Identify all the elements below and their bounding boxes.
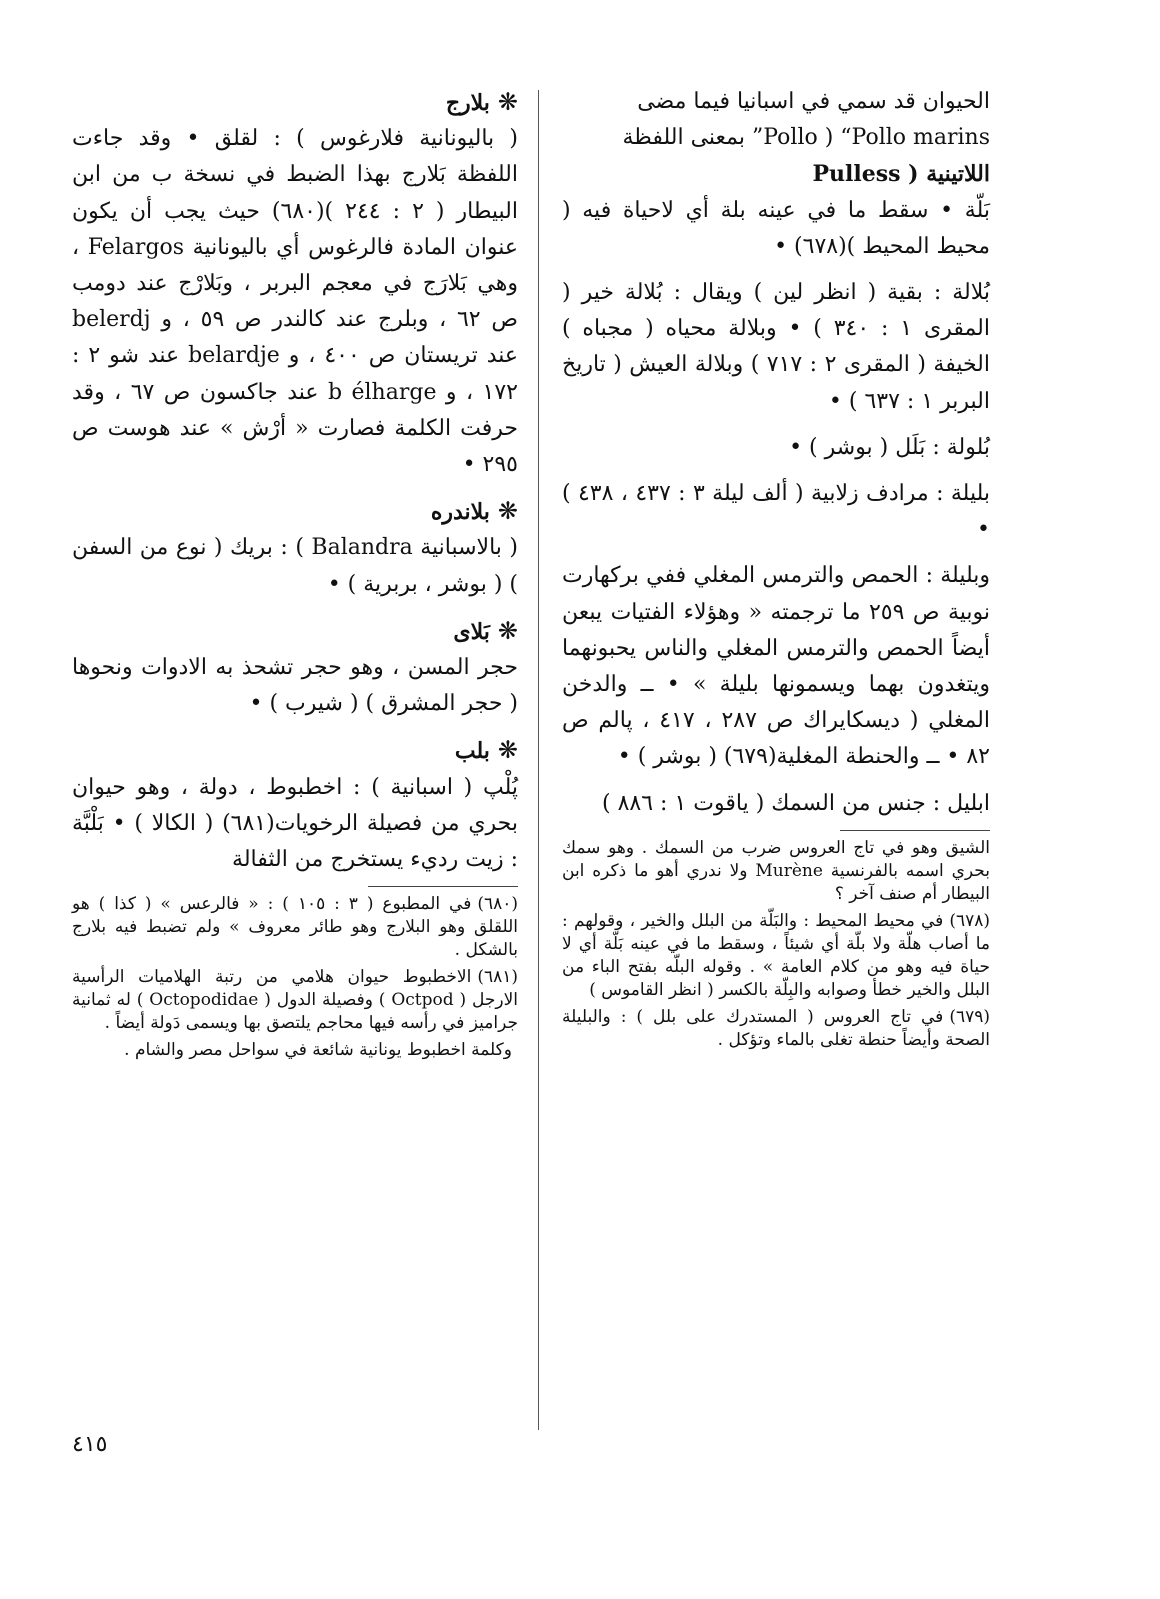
footnote [562, 910, 990, 1002]
footnote-text: في المطبوع ( ٣ : ١٠٥ ) : « فالرعس » ( كذا ) هو اللقلق وهو البلارج وهو طائر معروف » ولم تضبط فيه بلارج بالشكل . [72, 894, 518, 961]
entry-title: بلارج [445, 90, 490, 116]
footnote-number: (٦٧٩) [949, 1006, 990, 1027]
entry-title: بلاندره [430, 499, 490, 526]
paragraph: بُلولة : بَلَل ( بوشر ) • [789, 434, 990, 460]
paragraph: اللاتينية ( Pulless [812, 161, 990, 188]
paragraph: Pollo ) “Pollo marins” بمعنى اللفظة [622, 125, 990, 151]
footnote-text: في محيط المحيط : والبَلّة من البلل والخير ، وقولهم : ما أصاب هلّة ولا بلّة أي شيئاً ، وسقط ما في عينه بَلّة أي لا حياة فيه وهو من كلام العامة » . وقوله البلّه بفتح الباء من البلل والخير خطأ وصوابه والبِلّة بالكسر ( انظر القاموس ) [562, 910, 990, 1000]
page-number: ٤١٥ [72, 1432, 108, 1457]
star-icon: ❋ [497, 616, 518, 645]
footnote-continuation: الشيق وهو في تاج العروس ضرب من السمك . وهو سمك بحري اسمه بالفرنسية Murène ولا ندري أهو ما ذكره ابن البيطار أم صنف آخر ؟ [562, 837, 990, 904]
paragraph: وبليلة : الحمص والترمس المغلي ففي بركهارت نوبية ص ٢٥٩ ما ترجمته « وهؤلاء الفتيات يبعن أيضاً الحمص والترمس المغلي والناس يحبونهما ويتغدون بهما ويسمونها بليلة » • ــ والدخن المغلي ( ديسكايراك ص ٢٨٧ ، ٤١٧ ، پالم ص ٨٢ • ــ والحنطة المغلية(٦٧٩) ( بوشر ) • [562, 563, 990, 770]
entry-body: ( بالاسبانية Balandra ) : بريك ( نوع من السفن ) ( بوشر ، بربرية ) • [72, 535, 519, 597]
entry-heading [72, 493, 518, 530]
footnote-number: (٦٨٠) [477, 894, 519, 915]
entry-heading [72, 613, 518, 650]
footnote-number: (٦٨١) [477, 967, 518, 988]
entry [72, 493, 518, 603]
footnote-text: في تاج العروس ( المستدرك على بلل ) : والبليلة الصحة وأيضاً حنطة تغلى بالماء وتؤكل . [562, 1006, 990, 1050]
entry-body: حجر المسن ، وهو حجر تشحذ به الادوات ونحوها ( حجر المشرق ) ( شيرب ) • [72, 655, 518, 717]
footnote [72, 966, 518, 1035]
entry-heading [72, 84, 518, 121]
star-icon: ❋ [497, 497, 518, 526]
star-icon: ❋ [497, 736, 518, 765]
entry-body: ( باليونانية فلارغوس ) : لقلق • وقد جاءت اللفظة بَلارج بهذا الضبط في نسخة ب من ابن البيطار ( ٢ : ٢٤٤ )(٦٨٠) حيث يجب أن يكون عنوان المادة فالرغوس أي باليونانية Felargos ، وهي بَلارَج في معجم البربر ، وبَلارْج عند دومب ص ٦٢ ، وبلرج عند كالندر ص ٥٩ ، و belerdj عند تريستان ص ٤٠٠ ، و belardje عند شو ٢ : ١٧٢ ، و b élharge عند جاكسون ص ٦٧ ، وقد حرفت الكلمة فصارت « أرْش » عند هوست ص ٢٩٥ • [72, 126, 519, 478]
footnote-text: وكلمة اخطبوط يونانية شائعة في سواحل مصر والشام . [124, 1040, 512, 1061]
entry-title: بلب [454, 738, 490, 765]
footnote [72, 1039, 518, 1062]
paragraph: الحيوان قد سمي في اسبانيا فيما مضى [637, 89, 990, 114]
entry-title: بَلاى [453, 618, 490, 645]
footnote-text: الاخطبوط حيوان هلامي من رتبة الهلاميات الرأسية الارجل ( Octpod ) وفصيلة الدول ( Octopodidae ) له ثمانية جراميز في رأسه فيها محاجم يلتصق بها ويسمى دَولة أيضاً . [72, 967, 519, 1034]
entry [72, 84, 518, 483]
entry [72, 613, 518, 723]
paragraph: بَلّة • سقط ما في عينه بلة أي لاحياة فيه ( محيط المحيط )(٦٧٨) • [562, 197, 990, 259]
footnote-rule [368, 886, 518, 887]
footnote-number: (٦٧٨) [949, 910, 990, 931]
star-icon: ❋ [497, 88, 518, 116]
footnote [72, 893, 518, 962]
column-divider [538, 90, 539, 1430]
entry-heading [72, 732, 518, 769]
paragraph: ابليل : جنس من السمك ( ياقوت ١ : ٨٨٦ ) [602, 790, 990, 816]
entry-body: پُلْپ ( اسبانية ) : اخطبوط ، دولة ، وهو حيوان بحري من فصيلة الرخويات(٦٨١) ( الكالا ) • بَلْبَّة : زيت رديء يستخرج من الثفالة [72, 774, 518, 873]
entry [72, 732, 518, 878]
paragraph: بليلة : مرادف زلابية ( ألف ليلة ٣ : ٤٣٧ ، ٤٣٨ ) • [562, 481, 991, 543]
right-column [562, 84, 990, 1056]
paragraph: بُلالة : بقية ( انظر لين ) ويقال : بُلالة خير ( المقرى ١ : ٣٤٠ ) • وبلالة محياه ( مجباه ) الخيفة ( المقرى ٢ : ٧١٧ ) وبلالة العيش ( تاريخ البربر ١ : ٦٣٧ ) • [562, 280, 990, 414]
footnote [562, 1006, 990, 1052]
left-column [72, 84, 518, 1066]
footnote-rule [840, 830, 990, 831]
